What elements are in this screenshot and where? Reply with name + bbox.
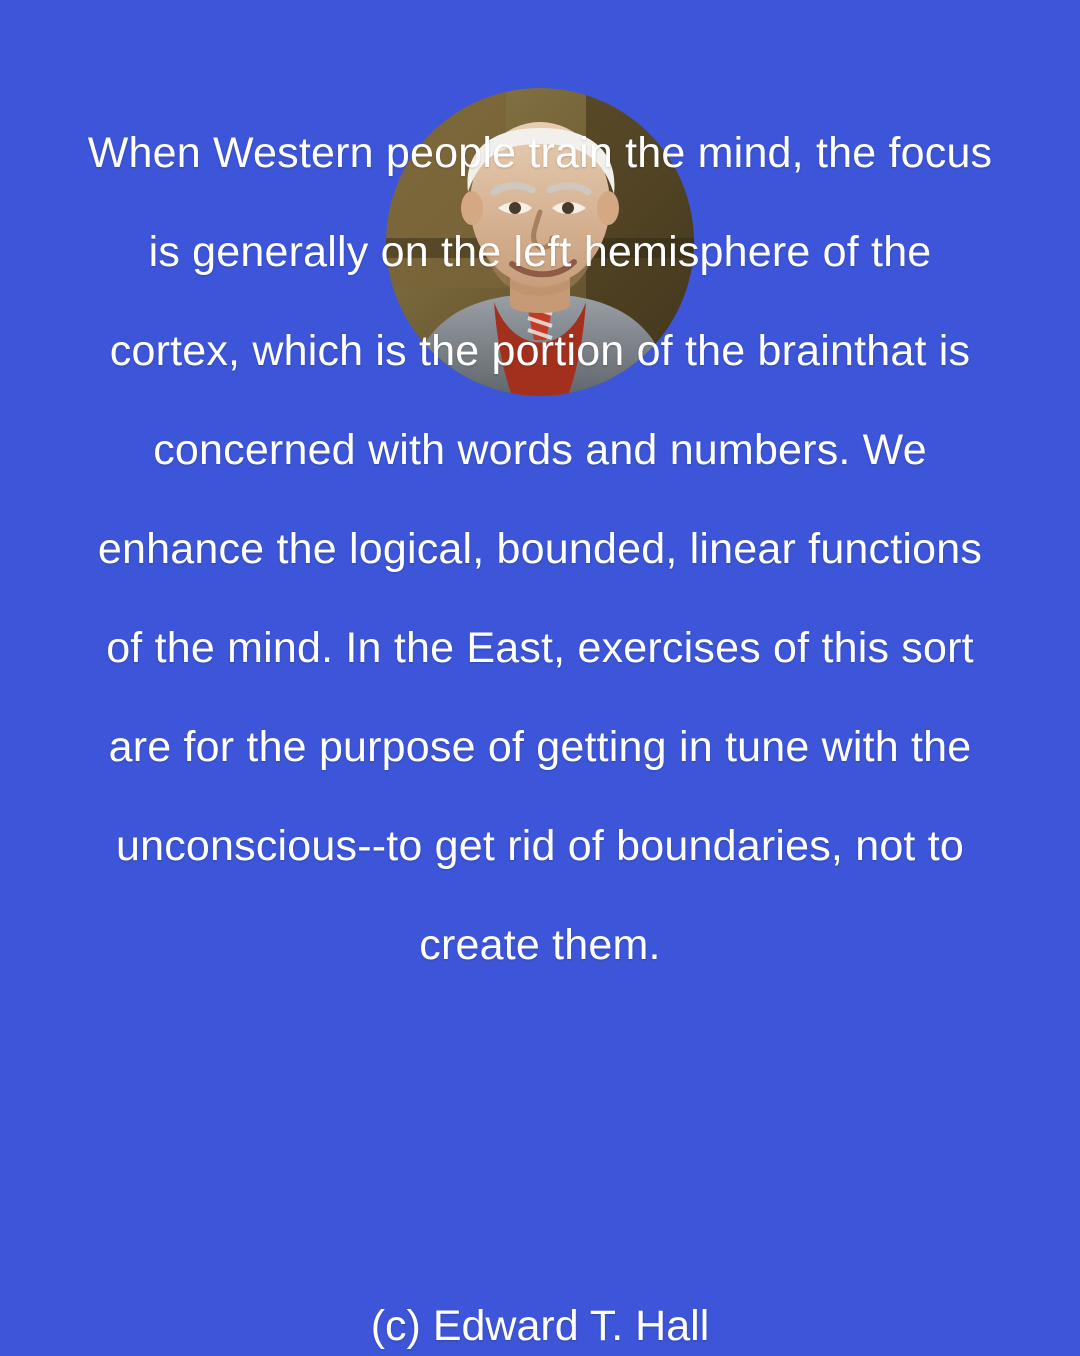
quote-text: When Western people train the mind, the focus is generally on the left hemisphere of the cortex, which is the portion of the brainthat is concerned with words and numbers. We enhance the logical, bounded, linear functions of the mind. In the East, exercises of this sort are for the purpose of getting in tune with the unconscious--to get rid of boundaries, not to create them. bbox=[87, 129, 993, 969]
quote-attribution: (c) Edward T. Hall bbox=[370, 1302, 710, 1350]
